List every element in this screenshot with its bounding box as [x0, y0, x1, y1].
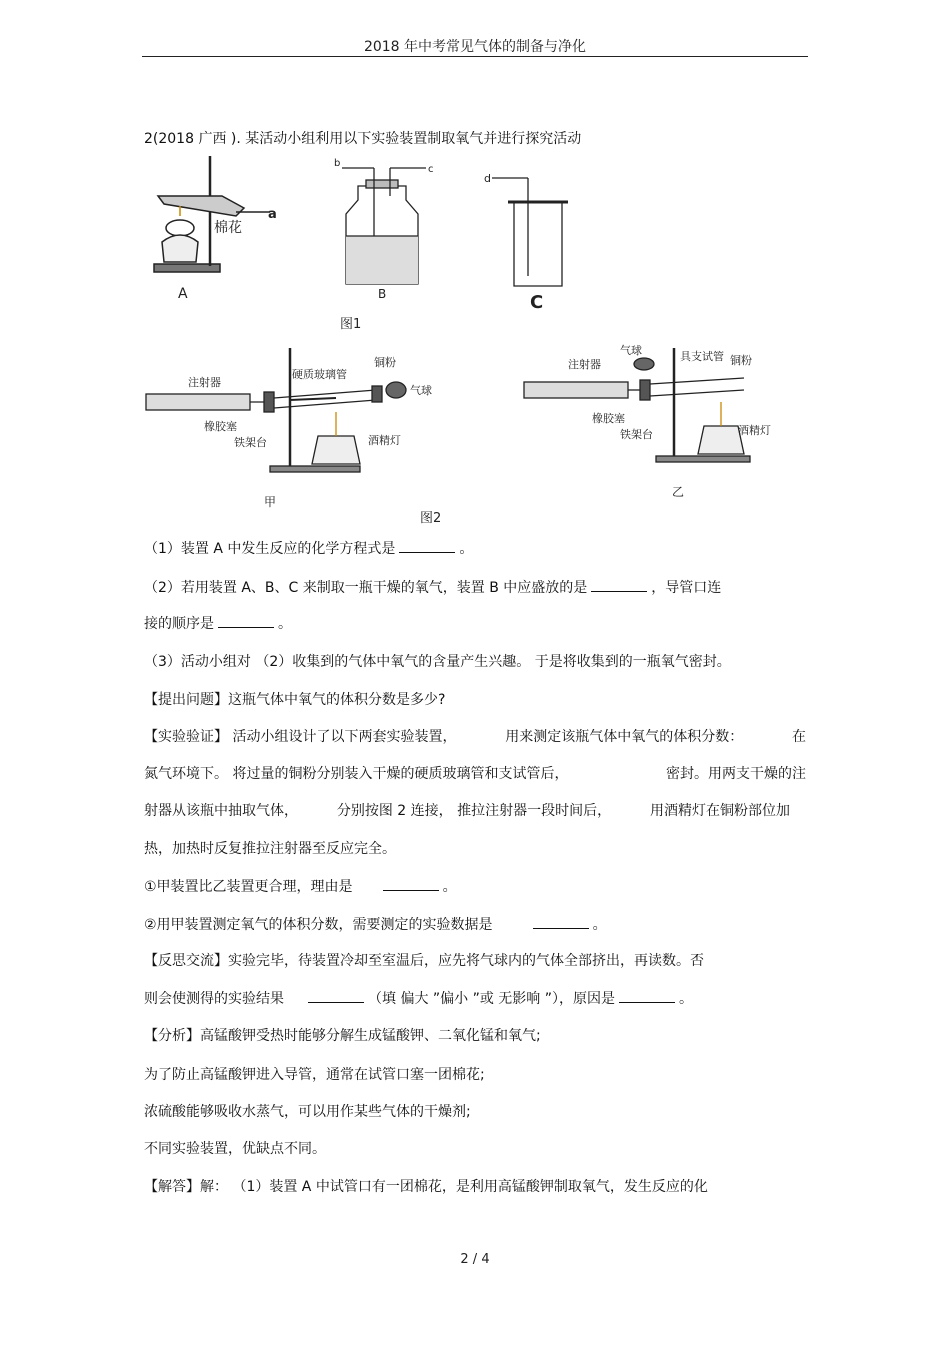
c2-blank: [533, 914, 589, 929]
port-b-label: b: [334, 158, 341, 169]
question-intro: 2(2018 广西 ). 某活动小组利用以下实验装置制取氧气并进行探究活动: [144, 131, 582, 147]
figure-2: [144, 342, 784, 530]
cotton-label: 棉花: [214, 220, 242, 236]
lamp-label-yi: 酒精灯: [738, 424, 771, 437]
port-d-label: d: [484, 172, 491, 185]
q2-line-1: （2）若用装置 A、B、C 来制取一瓶干燥的氧气，装置 B 中应盛放的是 ，导管口连: [144, 577, 721, 597]
reflect-line-1: 【反思交流】实验完毕，待装置冷却至室温后，应先将气球内的气体全部挤出，再读数。否: [144, 953, 704, 969]
stopper-label-jia: 橡胶塞: [204, 420, 237, 433]
apparatus-c: [492, 178, 568, 286]
page-header: 2018 年中考常见气体的制备与净化: [363, 39, 587, 55]
figure-1-label: 图1: [340, 317, 362, 332]
reflect-blank-2: [619, 988, 675, 1003]
verify-line-2: 氮气环境下。 将过量的铜粉分别装入干燥的硬质玻璃管和支试管后， 密封。用两支干燥的注: [144, 766, 806, 782]
apparatus-a: [154, 156, 270, 272]
q1-blank: [399, 538, 455, 553]
port-a-label: a: [268, 207, 277, 222]
apparatus-yi: [524, 348, 750, 462]
stand-label-jia: 铁架台: [234, 436, 267, 449]
header-rule: [142, 56, 808, 57]
lamp-label-jia: 酒精灯: [368, 434, 401, 447]
q2-blank-1: [591, 577, 647, 592]
yi-label: 乙: [672, 485, 685, 499]
port-c-label: c: [428, 164, 434, 175]
figure-1: [144, 156, 604, 336]
apparatus-b: [342, 168, 426, 284]
verify-line-3: 射器从该瓶中抽取气体， 分别按图 2 连接， 推拉注射器一段时间后， 用酒精灯在铜粉部位加: [144, 803, 790, 819]
jia-label: 甲: [264, 495, 277, 509]
q3-line: （3）活动小组对 （2）收集到的气体中氧气的含量产生兴趣。 于是将收集到的一瓶氧气密封。: [144, 654, 731, 670]
analysis-line-1: 【分析】高锰酸钾受热时能够分解生成锰酸钾、二氧化锰和氧气;: [144, 1028, 541, 1044]
verify-line-4: 热，加热时反复推拉注射器至反应完全。: [144, 841, 396, 857]
reflect-blank-1: [308, 988, 364, 1003]
syringe-label-jia: 注射器: [188, 376, 221, 389]
figure-2-label: 图2: [420, 511, 442, 526]
syringe-label-yi: 注射器: [568, 358, 601, 371]
ask-line: 【提出问题】这瓶气体中氧气的体积分数是多少?: [144, 692, 446, 708]
apparatus-jia: [146, 348, 406, 472]
verify-line-1: 【实验验证】 活动小组设计了以下两套实验装置， 用来测定该瓶气体中氧气的体积分数： 在: [144, 729, 806, 745]
copper-label-jia: 铜粉: [374, 356, 396, 369]
c1-blank: [383, 876, 439, 891]
c2-line: ②用甲装置测定氧气的体积分数，需要测定的实验数据是 。: [144, 914, 607, 934]
apparatus-c-label: C: [530, 292, 544, 313]
c1-line: ①甲装置比乙装置更合理，理由是 。: [144, 876, 457, 896]
copper-label-yi: 铜粉: [730, 354, 752, 367]
test-tube-label: 具支试管: [680, 350, 724, 363]
analysis-line-4: 不同实验装置，优缺点不同。: [144, 1141, 326, 1157]
answer-line: 【解答】解： （1）装置 A 中试管口有一团棉花，是利用高锰酸钾制取氧气，发生反应的化: [144, 1179, 708, 1195]
analysis-line-2: 为了防止高锰酸钾进入导管，通常在试管口塞一团棉花;: [144, 1067, 485, 1083]
stopper-label-yi: 橡胶塞: [592, 412, 625, 425]
q1-line: （1）装置 A 中发生反应的化学方程式是 。: [144, 538, 473, 558]
page-number: 2 / 4: [460, 1252, 490, 1267]
stand-label-yi: 铁架台: [620, 428, 653, 441]
apparatus-b-label: B: [378, 287, 387, 301]
q2-blank-2: [218, 613, 274, 628]
analysis-line-3: 浓硫酸能够吸收水蒸气，可以用作某些气体的干燥剂;: [144, 1104, 471, 1120]
balloon-label-jia: 气球: [410, 384, 432, 397]
apparatus-a-label: A: [178, 286, 188, 302]
balloon-label-yi: 气球: [620, 344, 642, 357]
q2-line-2: 接的顺序是 。: [144, 613, 292, 633]
reflect-line-2: 则会使测得的实验结果 （填 偏大 ”偏小 ”或 无影响 ”），原因是 。: [144, 988, 693, 1008]
hard-tube-label: 硬质玻璃管: [292, 368, 347, 381]
